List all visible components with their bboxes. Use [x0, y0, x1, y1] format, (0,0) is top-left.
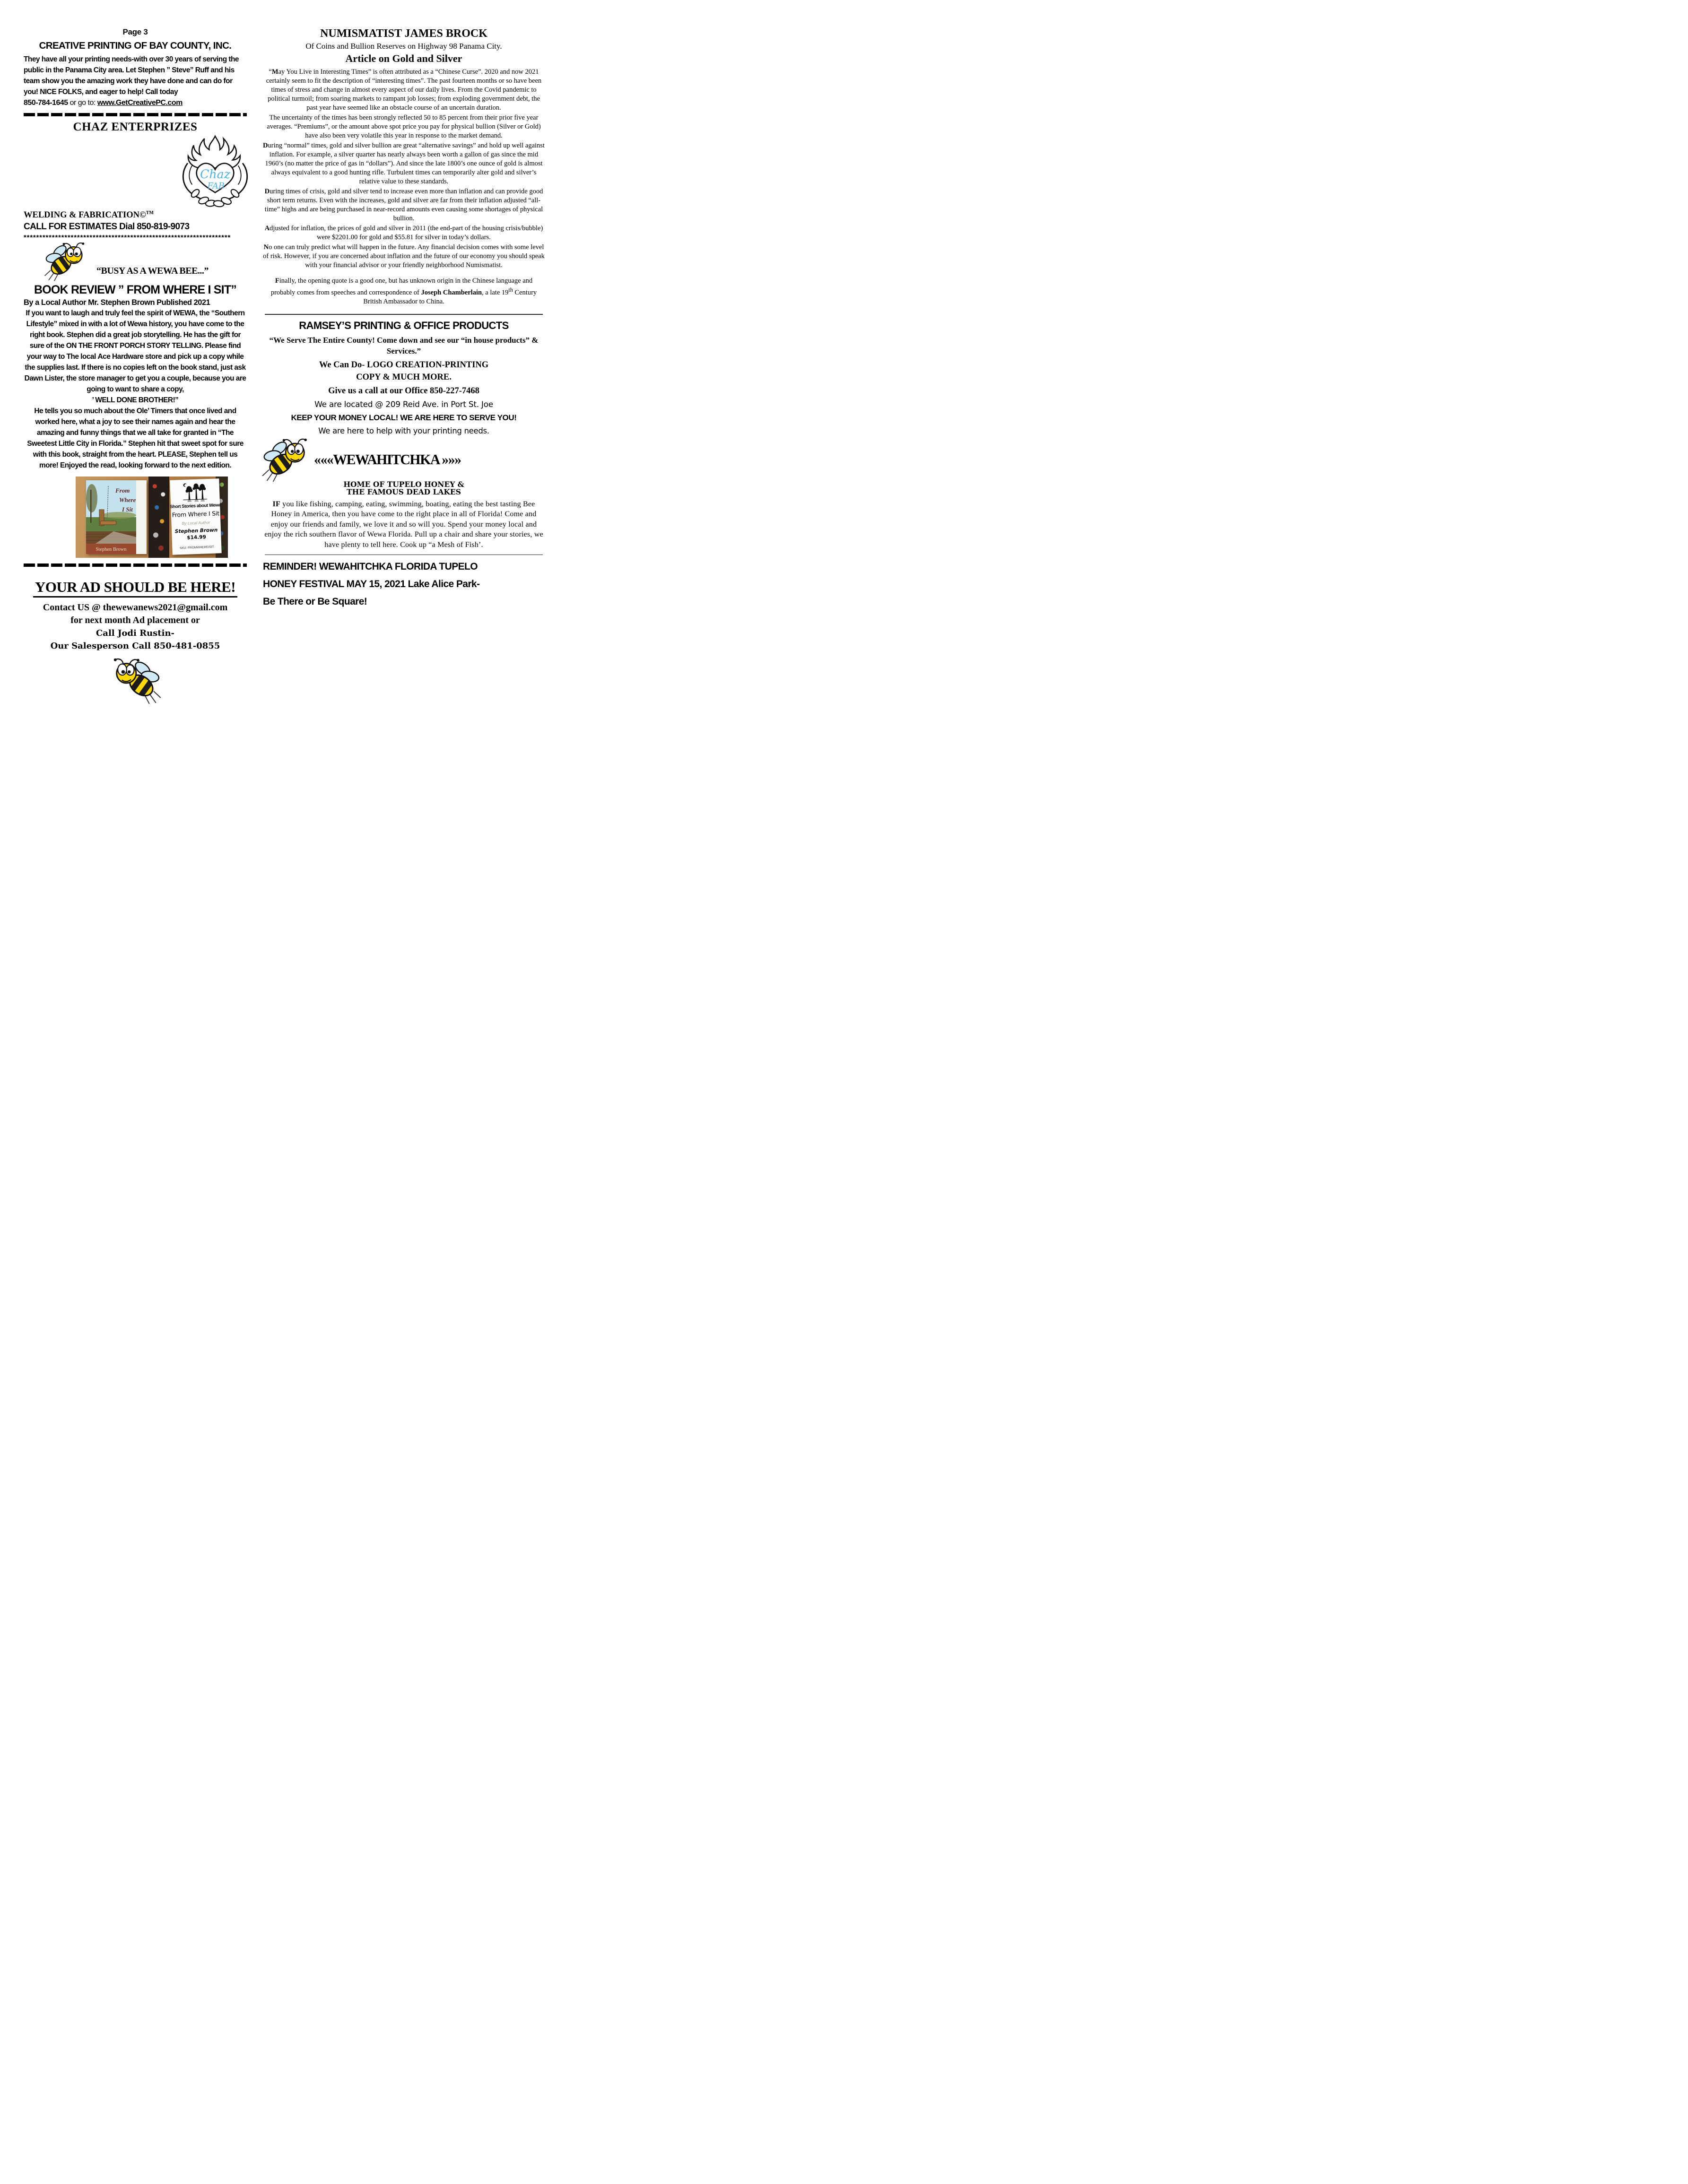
svg-text:I Sit: I Sit — [122, 506, 133, 513]
svg-text:From: From — [115, 487, 130, 494]
numismatist-title: NUMISMATIST JAMES BROCK — [320, 27, 487, 40]
dashed-divider — [24, 113, 247, 116]
sign-sku: SKU: FROMWHEREISIT — [180, 545, 214, 550]
your-ad-line2: for next month Ad placement or — [70, 615, 200, 626]
book-review-title: BOOK REVIEW ” FROM WHERE I SIT” — [34, 283, 236, 297]
book-cover-art — [86, 480, 141, 554]
creative-printing-contact — [24, 99, 247, 107]
or-go-to-text: or go to: — [68, 99, 97, 107]
ramseys-address-line: We are located @ 209 Reid Ave. in Port St. Joe — [314, 399, 493, 409]
reminder-line1: REMINDER! WEWAHITCHKA FLORIDA TUPELO — [263, 561, 478, 572]
book-cover — [86, 480, 147, 554]
sign-author: Stephen Brown — [174, 527, 218, 535]
newsletter-page — [0, 0, 563, 728]
ramseys-phone-line: Give us a call at our Office 850-227-7468 — [328, 386, 479, 396]
book-review-byline: By a Local Author Mr. Stephen Brown Published 2021 — [24, 298, 210, 307]
wewahitchka-title: «««WEWAHITCHKA »»» — [314, 451, 461, 468]
book-store-photo — [76, 477, 228, 558]
dashed-divider — [24, 563, 247, 567]
sign-title: From Where I Sit — [172, 510, 220, 519]
book-author-on-cover: Stephen Brown — [96, 547, 127, 553]
phone-number: 850-784-1645 — [24, 99, 68, 107]
website-link[interactable]: www.GetCreativePC.com — [97, 99, 183, 107]
call-for-estimates-line: CALL FOR ESTIMATES Dial 850-819-9073 — [24, 222, 190, 232]
asterisk-divider: ****************************************************************** — [24, 234, 231, 242]
ramseys-services-line2: COPY & MUCH MORE. — [356, 372, 452, 382]
section-rule — [265, 314, 543, 315]
ordinal-suffix: th — [508, 286, 513, 293]
creative-printing-title: CREATIVE PRINTING OF BAY COUNTY, INC. — [39, 40, 232, 51]
reminder-line2: HONEY FESTIVAL MAY 15, 2021 Lake Alice Park- — [263, 579, 480, 590]
ramseys-quote: “We Serve The Entire County! Come down and see our “in house products” & Services.” — [269, 335, 539, 355]
cypress-trees-silhouette — [181, 481, 209, 503]
store-price-sign — [170, 478, 221, 555]
tm-mark: TM — [146, 210, 154, 216]
article-paragraph-2: The uncertainty of the times has been strongly reflected 50 to 85 percent from their prior five year averages. “Premiums”, or the amount above spot price you pay for physical bullion (Silver or Gold) have also been very volatile this year in response to the market demand. — [267, 114, 541, 139]
article-paragraph-1: “May You Live in Interesting Times” is often attributed as a “Chinese Curse”. 2020 and now 2021 certainly seem to fit the description of “interesting times”. The past fourteen months or so have been times of stress and change in almost every aspect of our daily lives. From the Covid pandemic to political turmoil; from soaring markets to rampant job losses; from exploding government debt, the past year have seemed like an obstacle course of an uncertain duration. — [266, 68, 542, 112]
article-paragraph-6: No one can truly predict what will happen in the future. Any financial decision comes with some level of risk. However, if you are concerned about inflation and the future of our economy you should speak with your financial advisor or your friendly neighborhood Numismatist. — [263, 243, 545, 269]
welding-fabrication-line: WELDING & FABRICATION©™ — [24, 210, 154, 220]
bottom-bee-row — [24, 657, 247, 704]
book-review-paragraph-1: If you want to laugh and truly feel the spirit of WEWA, the “Southern Lifestyle” mixed in with a lot of Wewa history, you have come to the right book. Stephen did a great job storytelling. He has the gift for sure of the ON THE FRONT PORCH STORY TELLING. Please find your way to The local Ace Hardware store and pick up a copy while the supplies last. If there is no copies left on the book stand, just ask Dawn Lister, the store manager to get you a couple, because you are going to want to share a copy, ’ WELL DONE BROTHER!” — [24, 309, 246, 405]
chaz-logo-text-top: Chaz — [200, 167, 230, 182]
tupelo-honey-subtitle: HOME OF TUPELO HONEY & — [343, 479, 464, 489]
chaz-enterprizes-title: CHAZ ENTERPRIZES — [73, 121, 198, 133]
page-number: Page 3 — [122, 27, 148, 36]
dead-lakes-subtitle: THE FAMOUS DEAD LAKES — [347, 487, 461, 496]
ramseys-keep-local-line: KEEP YOUR MONEY LOCAL! WE ARE HERE TO SERVE YOU! — [291, 413, 517, 422]
wewahitchka-header-row — [260, 437, 545, 482]
bee-icon — [260, 437, 313, 482]
hands-flaming-heart-logo — [171, 134, 259, 213]
your-ad-contact-email: Contact US @ thewewanews2021@gmail.com — [43, 602, 228, 613]
ramseys-ad — [263, 320, 545, 435]
gold-silver-article — [263, 68, 545, 306]
article-paragraph-4: During times of crisis, gold and silver tend to increase even more than inflation and can provide good short term returns. Even with the increases, gold and silver are far from their inflation adjusted “all-time” highs and are being purchased in near-record amounts even causing some shortages of physical bullion. — [264, 188, 543, 222]
right-column — [263, 27, 545, 704]
busy-as-wewa-bee-caption: “BUSY AS A WEWA BEE...” — [96, 266, 209, 277]
your-ad-line4: Our Salesperson Call 850-481-0855 — [50, 641, 220, 651]
creative-printing-body: They have all your printing needs-with over 30 years of serving the public in the Panama City area. Let Stephen ” Steve” Ruff and his team show you the amazing work they have done and can do for you! NICE FOLKS, and eager to help! Call today — [24, 55, 239, 96]
store-shelf-strip — [148, 477, 169, 558]
wewahitchka-paragraph: IF you like fishing, camping, eating, swimming, boating, eating the best tasting Bee Honey in America, then you have come to the right place in all of Florida! Come and enjoy our friends and family, we love it and so will you. Spend your money local and enjoy the rich southern flavor of Wewa Florida. Pull up a chair and share your stories, we have plenty to tell here. Cook up “a Mesh of Fish’. — [264, 500, 543, 549]
busy-bee-row — [43, 242, 247, 281]
reminder-line3: Be There or Be Square! — [263, 596, 367, 607]
ramseys-services-line1: We Can Do- LOGO CREATION-PRINTING — [319, 360, 489, 370]
left-column — [24, 27, 247, 704]
sign-price: $14.99 — [187, 534, 206, 541]
chaz-logo-row — [24, 134, 259, 213]
article-title: Article on Gold and Silver — [345, 52, 462, 64]
svg-text:Where: Where — [119, 496, 136, 504]
sign-subtitle: By Local Author — [182, 520, 210, 526]
ramseys-title: RAMSEY’S PRINTING & OFFICE PRODUCTS — [299, 319, 509, 331]
your-ad-title: YOUR AD SHOULD BE HERE! — [33, 579, 237, 598]
article-paragraph-3: During “normal” times, gold and silver bullion are great “alternative savings” and hold up well against inflation. For example, a silver quarter has nearly always been worth a gallon of gas since the mid 1960’s (no matter the price of gas in “dollars”). And since the late 1800’s one ounce of gold is almost always equivalent to a good hunting rifle. Turbulent times can temporarily alter gold and silver’s relative value to these standards. — [263, 142, 545, 185]
article-paragraph-7: Finally, the opening quote is a good one, but has unknown origin in the Chinese language and probably comes from speeches and correspondence of Joseph Chamberlain, a late 19th Century British Ambassador to China. — [270, 277, 537, 305]
your-ad-line3: Call Jodi Rustin- — [96, 628, 175, 639]
festival-reminder — [263, 558, 545, 610]
bee-icon — [43, 242, 90, 281]
book-review-paragraph-2: He tells you so much about the Ole’ Timers that once lived and worked here, what a joy to see their names again and hear the amazing and funny things that we all take for granted in “The Sweetest Little City in Florida.” Stephen hit that sweet spot for sure with this book, straight from the heart. PLEASE, Stephen tell us more! Enjoyed the read, looking forward to the next edition. — [27, 407, 244, 470]
numismatist-subtitle: Of Coins and Bullion Reserves on Highway 98 Panama City. — [305, 42, 502, 51]
chaz-logo-text-bottom: FAB — [207, 181, 225, 191]
sign-header: Short Stories about Wewa — [170, 503, 221, 510]
ramseys-help-line: We are here to help with your printing needs. — [318, 426, 489, 435]
your-ad-block — [24, 571, 247, 652]
bee-icon — [107, 657, 163, 704]
article-paragraph-5: Adjusted for inflation, the prices of gold and silver in 2011 (the end-part of the housing crisis/bubble) were $2201.00 for gold and $55.81 for silver in today’s dollars. — [264, 225, 543, 241]
